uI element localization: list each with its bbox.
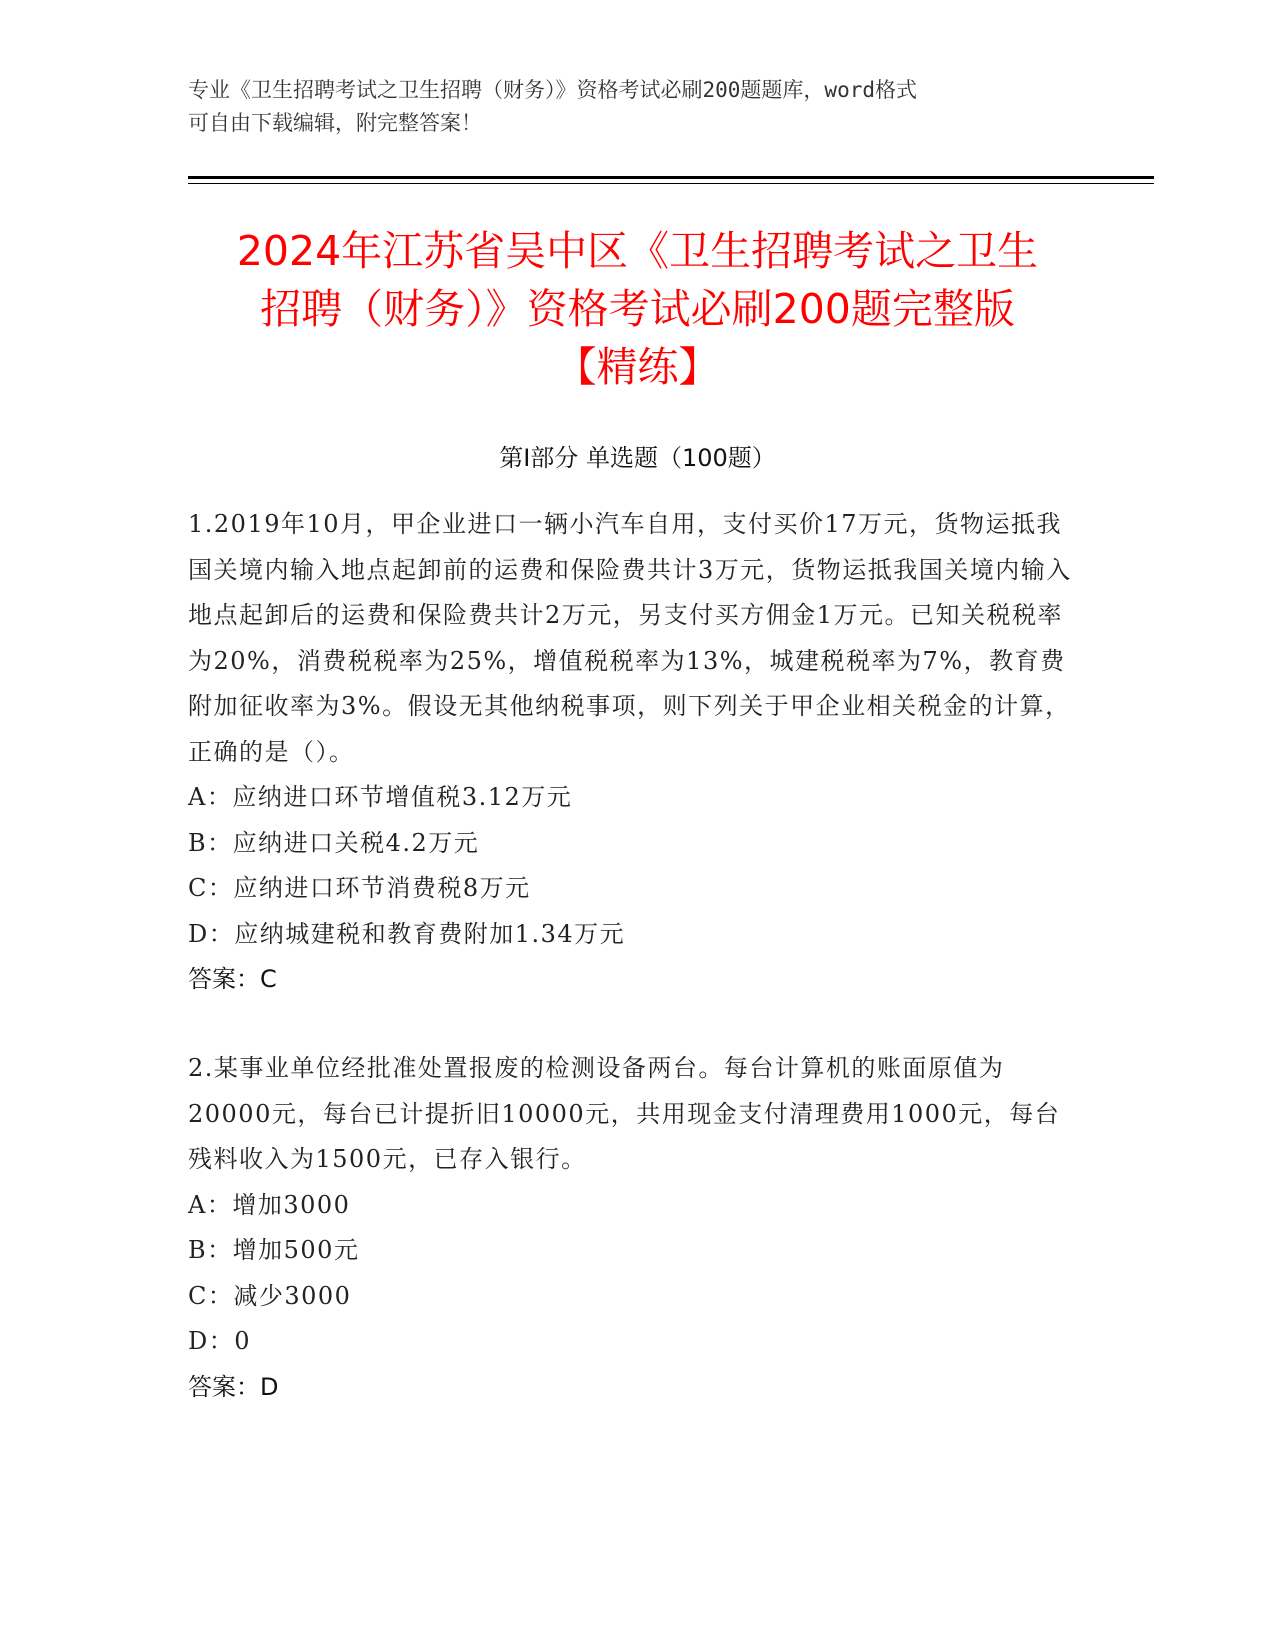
question-2 bbox=[188, 1046, 1078, 1410]
option-a: A：增加3000 bbox=[188, 1190, 351, 1219]
header-line-2: 可自由下载编辑，附完整答案！ bbox=[188, 111, 482, 135]
header-divider-thick bbox=[188, 176, 1154, 179]
option-b: B：应纳进口关税4.2万元 bbox=[188, 828, 480, 857]
header-divider-thin bbox=[188, 183, 1154, 184]
document-title bbox=[150, 222, 1125, 396]
option-b: B：增加500元 bbox=[188, 1236, 360, 1264]
answer: 答案：C bbox=[188, 965, 277, 993]
question-text: 2.某事业单位经批准处置报废的检测设备两台。每台计算机的账面原值为20000元，每台已计提折旧10000元，共用现金支付清理费用1000元，每台残料收入为1500元，已存入银行。 bbox=[188, 1054, 1061, 1173]
document-header bbox=[188, 74, 1068, 140]
header-line-1: 专业《卫生招聘考试之卫生招聘（财务）》资格考试必刷200题题库，word格式 bbox=[188, 78, 917, 102]
option-a: A：应纳进口环节增值税3.12万元 bbox=[188, 783, 573, 811]
question-text: 1.2019年10月，甲企业进口一辆小汽车自用，支付买价17万元，货物运抵我国关境内输入地点起卸前的运费和保险费共计3万元，货物运抵我国关境内输入地点起卸后的运费和保险费共计2万元，另支付买方佣金1万元。已知关税税率为20%，消费税税率为25%，增值税税率为13%，城建税税率为7%，教育费附加征收率为3%。假设无其他纳税事项，则下列关于甲企业相关税金的计算，正确的是（）。 bbox=[188, 510, 1072, 766]
answer: 答案：D bbox=[188, 1372, 279, 1401]
title-line-3: 【精练】 bbox=[555, 343, 720, 391]
option-d: D：0 bbox=[188, 1327, 252, 1355]
option-c: C：减少3000 bbox=[188, 1281, 352, 1310]
option-c: C：应纳进口环节消费税8万元 bbox=[188, 874, 531, 902]
option-d: D：应纳城建税和教育费附加1.34万元 bbox=[188, 919, 626, 948]
title-line-2: 招聘（财务）》资格考试必刷200题完整版 bbox=[260, 285, 1015, 333]
title-line-1: 2024年江苏省吴中区《卫生招聘考试之卫生 bbox=[236, 227, 1039, 275]
question-1 bbox=[188, 502, 1078, 1003]
section-heading: 第Ⅰ部分 单选题（100题） bbox=[499, 444, 776, 472]
